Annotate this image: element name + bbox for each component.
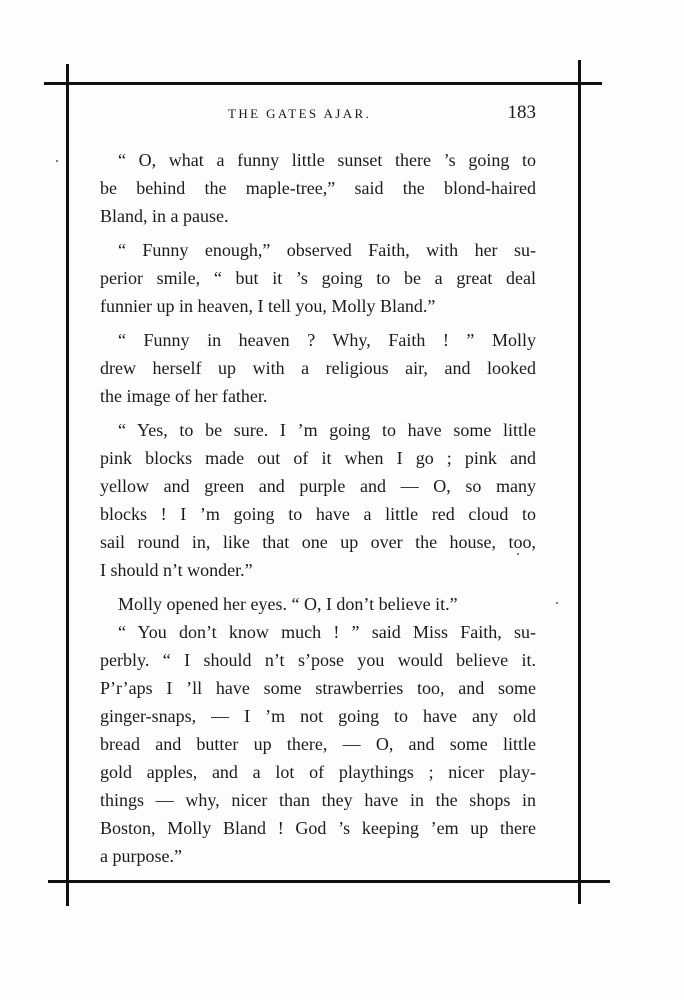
text-line: perior smile, “ but it ’s going to be a great deal (100, 268, 536, 288)
text-line: blocks ! I ’m going to have a little red cloud to (100, 504, 536, 524)
text-line: Molly opened her eyes. “ O, I don’t believe it.” (118, 594, 458, 614)
paragraph-2 (100, 236, 536, 320)
running-title: THE GATES AJAR. (228, 106, 372, 121)
text-line: “ You don’t know much ! ” said Miss Faith, su- (118, 622, 536, 642)
text-line: funnier up in heaven, I tell you, Molly Bland.” (100, 296, 436, 316)
running-header (100, 104, 540, 128)
text-line: Bland, in a pause. (100, 206, 229, 226)
right-border-rule (578, 60, 581, 904)
text-line: be behind the maple-tree,” said the blond-haired (100, 178, 536, 198)
text-line: “ O, what a funny little sunset there ’s going to (118, 150, 536, 170)
text-line: “ Funny enough,” observed Faith, with her su- (118, 240, 536, 260)
left-border-rule (66, 64, 69, 906)
text-line: perbly. “ I should n’t s’pose you would believe it. (100, 650, 536, 670)
text-line: Boston, Molly Bland ! God ’s keeping ’em up there (100, 818, 536, 838)
text-line: drew herself up with a religious air, and looked (100, 358, 536, 378)
text-line: bread and butter up there, — O, and some little (100, 734, 536, 754)
paragraph-5 (100, 590, 536, 618)
text-line: things — why, nicer than they have in the shops in (100, 790, 536, 810)
bottom-border-rule (48, 880, 610, 883)
paragraph-1 (100, 146, 536, 230)
text-line: I should n’t wonder.” (100, 560, 253, 580)
text-line: a purpose.” (100, 846, 182, 866)
text-line: the image of her father. (100, 386, 268, 406)
text-line: yellow and green and purple and — O, so many (100, 476, 536, 496)
scan-speck (517, 553, 519, 555)
paragraph-6 (100, 618, 536, 870)
text-line: “ Yes, to be sure. I ’m going to have some little (118, 420, 536, 440)
top-border-rule (44, 82, 602, 85)
page-number: 183 (507, 102, 536, 123)
text-line: gold apples, and a lot of playthings ; nicer play- (100, 762, 536, 782)
text-line: sail round in, like that one up over the house, too, (100, 532, 536, 552)
scan-speck (56, 160, 58, 162)
text-line: “ Funny in heaven ? Why, Faith ! ” Molly (118, 330, 536, 350)
text-line: ginger-snaps, — I ’m not going to have any old (100, 706, 536, 726)
text-line: P’r’aps I ’ll have some strawberries too, and some (100, 678, 536, 698)
body-text (100, 146, 536, 870)
paragraph-4 (100, 416, 536, 584)
paragraph-3 (100, 326, 536, 410)
scan-speck (556, 602, 558, 604)
text-line: pink blocks made out of it when I go ; pink and (100, 448, 536, 468)
